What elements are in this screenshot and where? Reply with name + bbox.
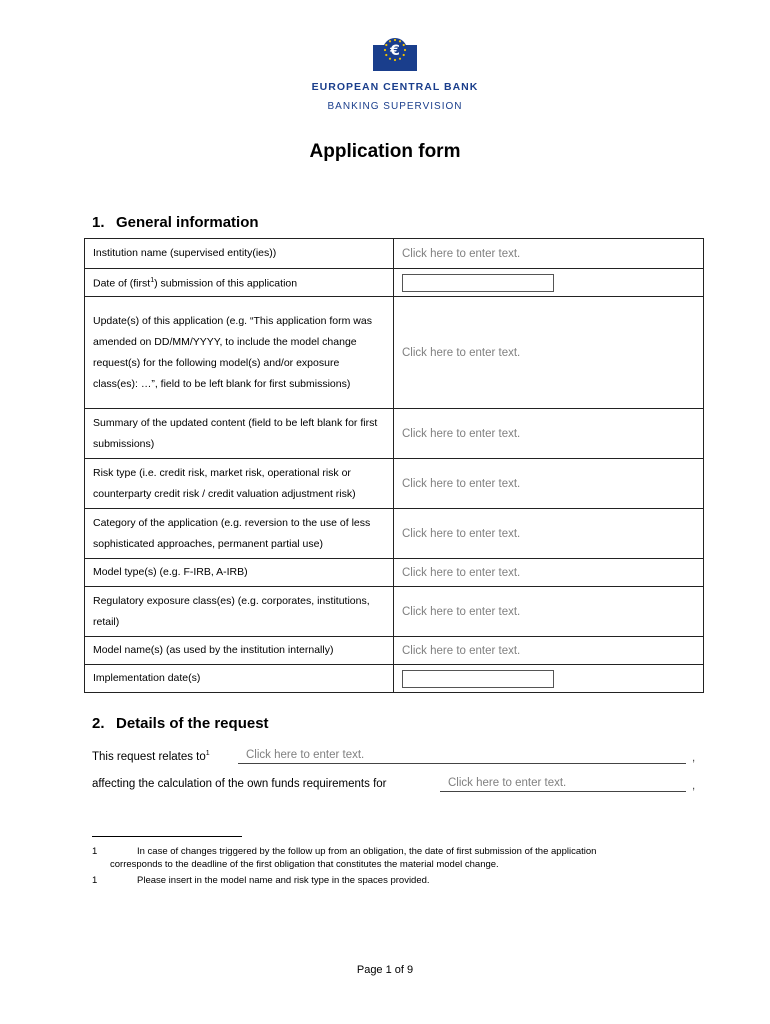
general-information-table bbox=[84, 238, 704, 693]
table-row bbox=[85, 459, 704, 509]
own-funds-label: affecting the calculation of the own funds requirements for bbox=[92, 778, 387, 790]
ecb-euro-stars-icon bbox=[372, 36, 418, 72]
institution-name-field[interactable]: Click here to enter text. bbox=[394, 239, 704, 269]
section-title: Details of the request bbox=[116, 715, 269, 732]
request-relates-label bbox=[92, 750, 210, 763]
risk-type-field[interactable]: Click here to enter text. bbox=[394, 459, 704, 509]
section-number: 2. bbox=[92, 715, 105, 732]
row-label: Update(s) of this application (e.g. “This application form was amended on DD/MM/YYYY, to include the model change request(s) for the following model(s) and/or exposure class(es): …”, field to be left blank for first submissions) bbox=[85, 297, 394, 409]
row-label: Model name(s) (as used by the institution internally) bbox=[85, 637, 394, 665]
svg-text:€: € bbox=[390, 43, 400, 59]
row-label: Regulatory exposure class(es) (e.g. corporates, institutions, retail) bbox=[85, 587, 394, 637]
section-heading-general bbox=[92, 214, 259, 231]
own-funds-field[interactable]: Click here to enter text. bbox=[440, 777, 686, 792]
implementation-date-input[interactable] bbox=[402, 670, 554, 688]
footnote-text: In case of changes triggered by the follow up from an obligation, the date of first submission of the application bbox=[137, 846, 597, 857]
footnote-ref: 1 bbox=[150, 277, 155, 285]
table-row bbox=[85, 239, 704, 269]
submission-date-cell bbox=[394, 269, 704, 297]
comma: , bbox=[692, 780, 696, 792]
row-label bbox=[85, 269, 394, 297]
model-type-field[interactable]: Click here to enter text. bbox=[394, 559, 704, 587]
label-text: ) submission of this application bbox=[154, 277, 298, 290]
table-row bbox=[85, 637, 704, 665]
footnote-mark: 1 bbox=[92, 846, 98, 857]
implementation-date-cell bbox=[394, 665, 704, 693]
row-label: Category of the application (e.g. reversion to the use of less sophisticated approaches, permanent partial use) bbox=[85, 509, 394, 559]
category-field[interactable]: Click here to enter text. bbox=[394, 509, 704, 559]
model-name-field[interactable]: Click here to enter text. bbox=[394, 637, 704, 665]
footnote-mark: 1 bbox=[92, 875, 98, 886]
label-text: Date of (first bbox=[93, 277, 151, 290]
footnote bbox=[92, 845, 692, 871]
request-relates-field[interactable]: Click here to enter text. bbox=[238, 749, 686, 764]
bank-name: EUROPEAN CENTRAL BANK bbox=[311, 81, 479, 93]
section-title: General information bbox=[116, 214, 259, 231]
table-row bbox=[85, 559, 704, 587]
summary-field[interactable]: Click here to enter text. bbox=[394, 409, 704, 459]
updates-field[interactable]: Click here to enter text. bbox=[394, 297, 704, 409]
row-label: Implementation date(s) bbox=[85, 665, 394, 693]
table-row bbox=[85, 587, 704, 637]
comma: , bbox=[692, 752, 696, 764]
footnote-text-continued: corresponds to the deadline of the first obligation that constitutes the material model change. bbox=[110, 859, 499, 870]
table-row bbox=[85, 665, 704, 693]
table-row bbox=[85, 269, 704, 297]
bank-subtitle: BANKING SUPERVISION bbox=[327, 101, 463, 112]
row-label: Risk type (i.e. credit risk, market risk, operational risk or counterparty credit risk / credit valuation adjustment risk) bbox=[85, 459, 394, 509]
footnote-ref: 1 bbox=[205, 750, 210, 757]
row-label: Model type(s) (e.g. F-IRB, A-IRB) bbox=[85, 559, 394, 587]
exposure-class-field[interactable]: Click here to enter text. bbox=[394, 587, 704, 637]
page-title: Application form bbox=[309, 141, 461, 162]
ecb-logo bbox=[300, 36, 490, 112]
section-heading-details bbox=[92, 715, 269, 732]
footnote-text: Please insert in the model name and risk type in the spaces provided. bbox=[137, 875, 430, 886]
label-text: This request relates to bbox=[92, 750, 206, 763]
section-number: 1. bbox=[92, 214, 105, 231]
table-row bbox=[85, 509, 704, 559]
submission-date-input[interactable] bbox=[402, 274, 554, 292]
table-row bbox=[85, 297, 704, 409]
table-row bbox=[85, 409, 704, 459]
row-label: Summary of the updated content (field to be left blank for first submissions) bbox=[85, 409, 394, 459]
footnote bbox=[92, 874, 692, 887]
page-number: Page 1 of 9 bbox=[356, 964, 414, 976]
footnote-separator bbox=[92, 836, 242, 837]
row-label: Institution name (supervised entity(ies)) bbox=[85, 239, 394, 269]
